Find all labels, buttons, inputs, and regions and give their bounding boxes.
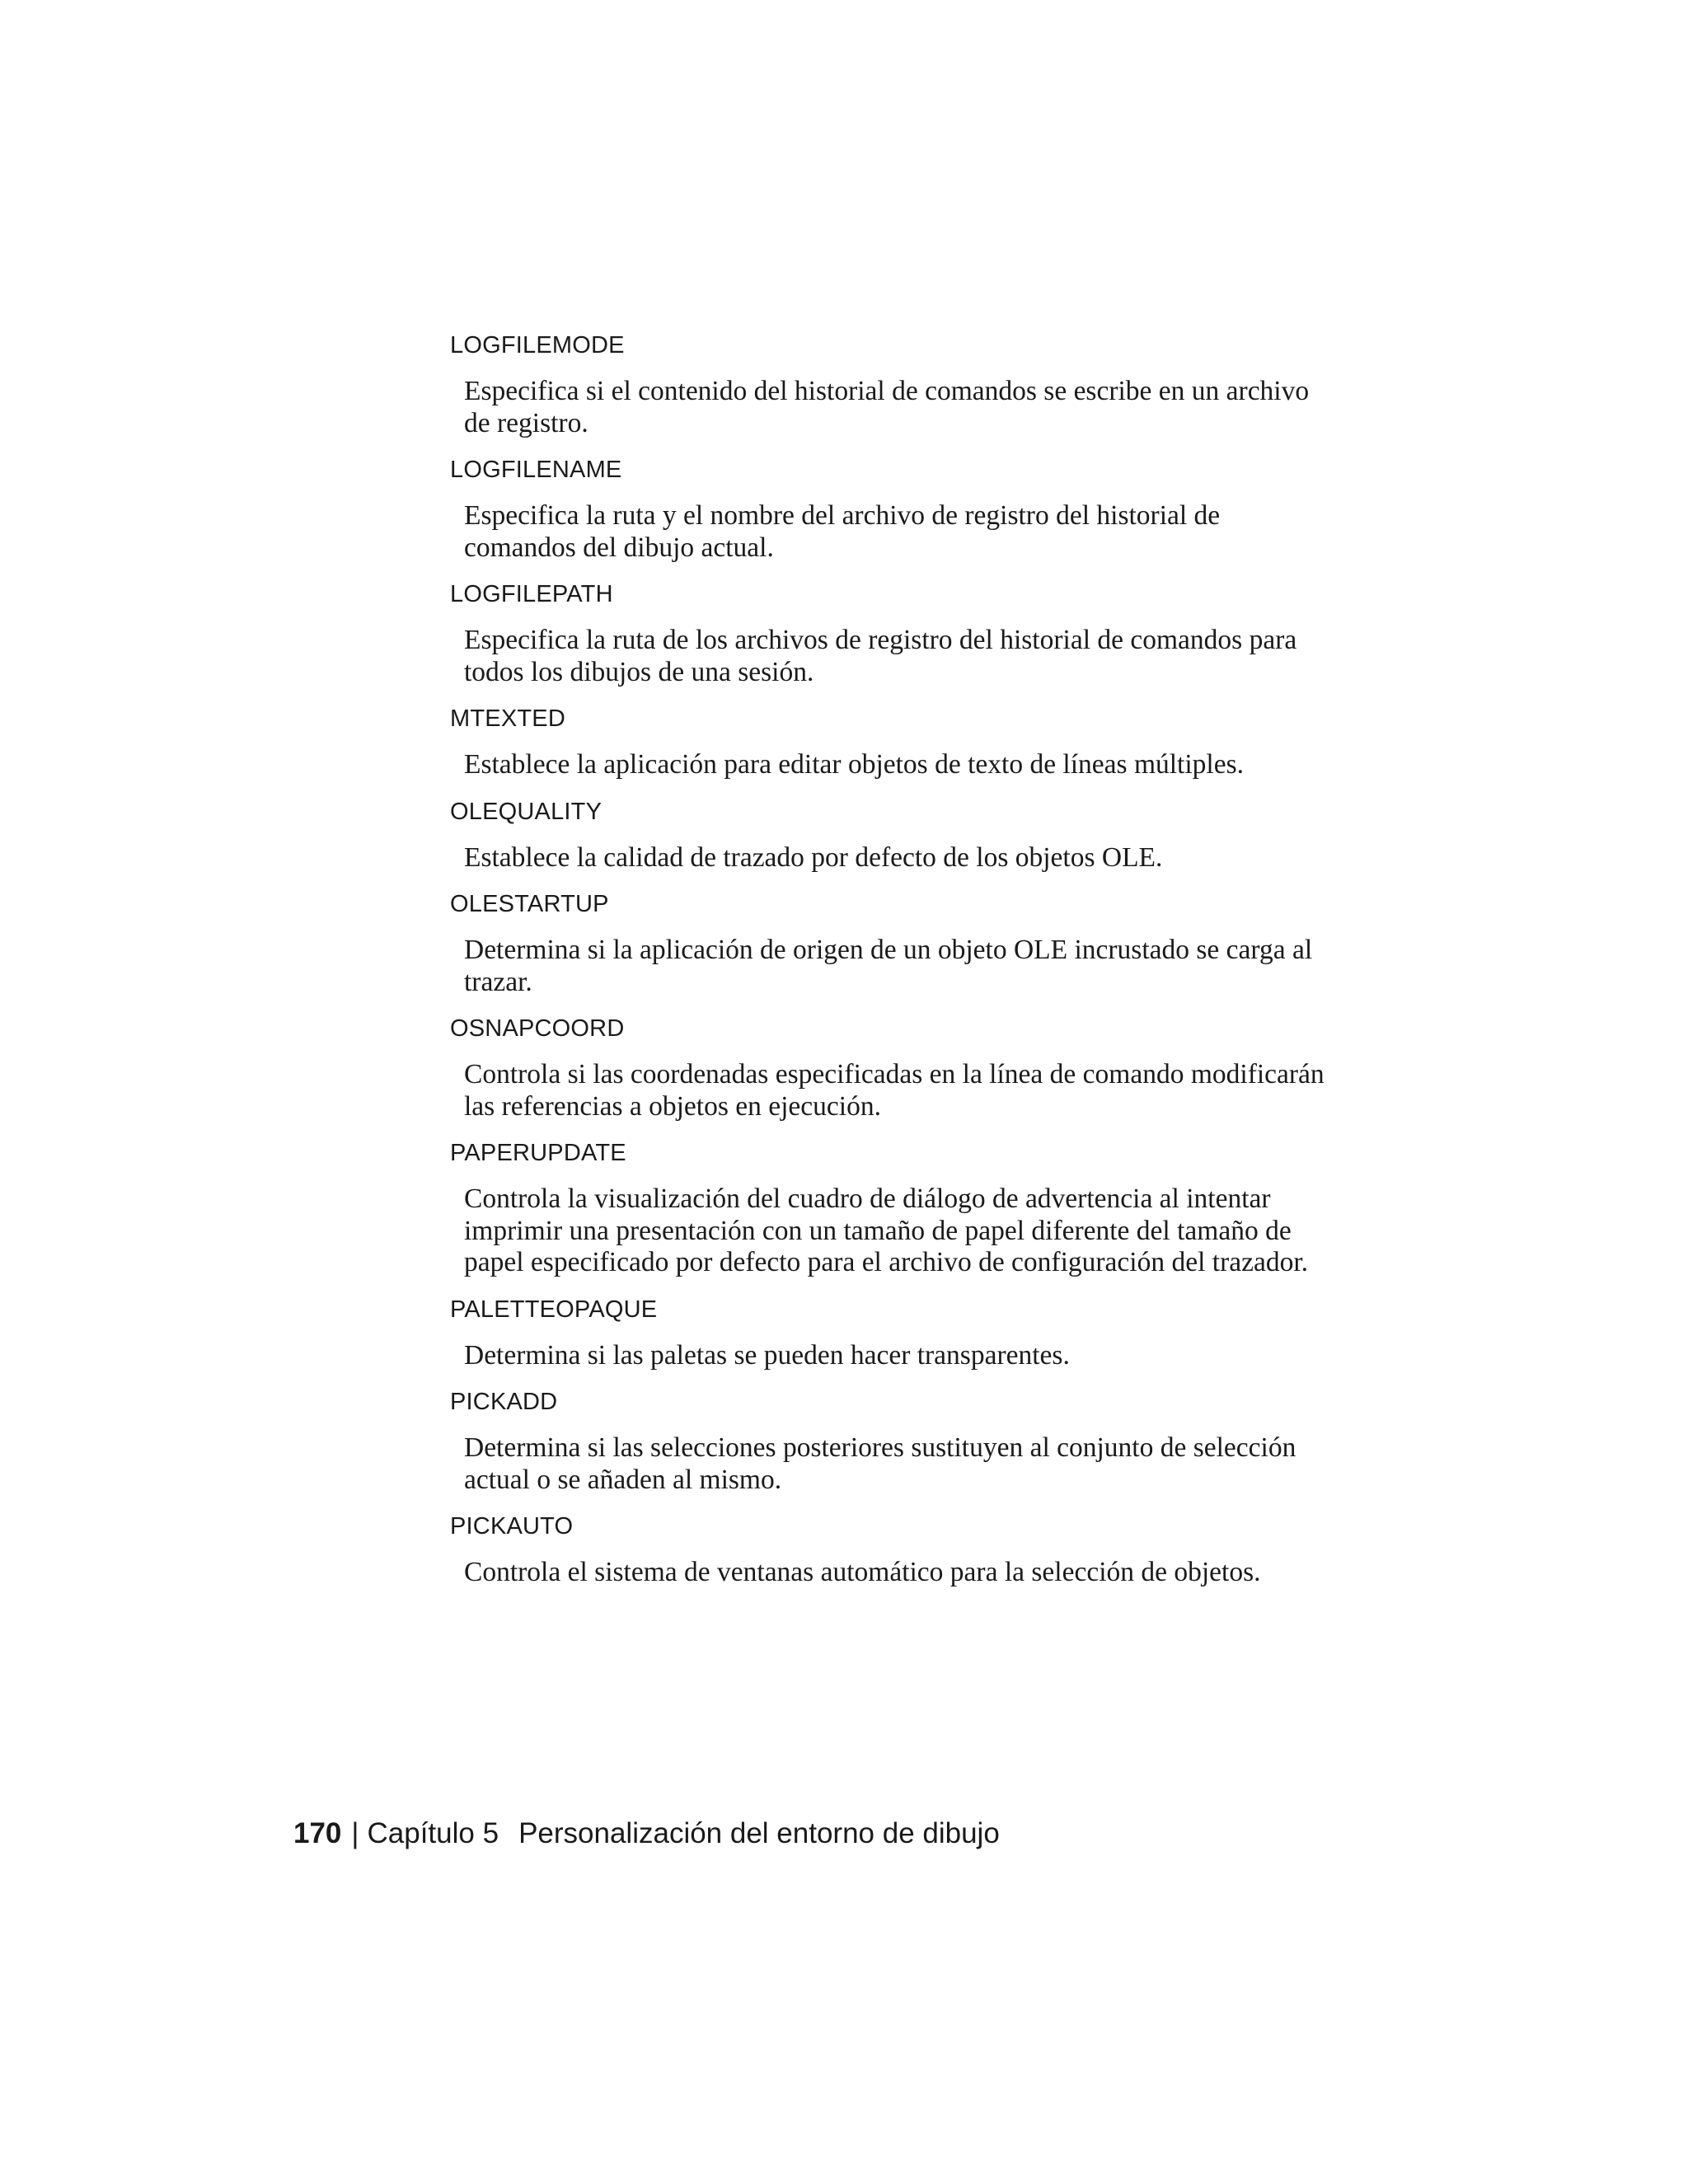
entry-term: PICKADD [450, 1389, 558, 1415]
entry-logfilename [450, 454, 1340, 564]
entry-pickauto [450, 1511, 1340, 1589]
page-footer [293, 1816, 1000, 1852]
page-number: 170 [293, 1817, 342, 1849]
entry-description: Controla el sistema de ventanas automático para la selección de objetos. [464, 1557, 1261, 1587]
entry-term: PAPERUPDATE [450, 1140, 626, 1166]
entry-description: Establece la calidad de trazado por defecto de los objetos OLE. [464, 841, 1163, 873]
entry-description: Determina si las selecciones posteriores sustituyen al conjunto de selección actual o se añaden al mismo. [464, 1432, 1296, 1495]
entry-paperupdate [450, 1137, 1340, 1279]
entry-description: Especifica la ruta de los archivos de registro del historial de comandos para todos los dibujos de una sesión. [464, 625, 1297, 687]
footer-separator: | [351, 1817, 359, 1849]
entry-term: LOGFILENAME [450, 457, 622, 483]
entry-mtexted [450, 703, 1340, 781]
entry-term: OLEQUALITY [450, 798, 603, 825]
entry-term: PALETTEOPAQUE [450, 1296, 658, 1323]
entry-term: PICKAUTO [450, 1513, 574, 1540]
entry-pickadd [450, 1386, 1340, 1496]
entry-paletteopaque [450, 1294, 1340, 1372]
entry-term: LOGFILEMODE [450, 332, 625, 359]
entry-osnapcoord [450, 1013, 1340, 1122]
entry-term: MTEXTED [450, 705, 565, 732]
entry-description: Especifica la ruta y el nombre del archivo de registro del historial de comandos del dibujo actual. [464, 500, 1221, 563]
entry-description: Controla si las coordenadas especificadas en la línea de comando modificarán las referencias a objetos en ejecución. [464, 1059, 1325, 1122]
entry-description: Establece la aplicación para editar objetos de texto de líneas múltiples. [464, 749, 1245, 780]
entry-term: OSNAPCOORD [450, 1015, 625, 1042]
chapter-label: Capítulo 5 [367, 1817, 499, 1849]
entry-term: LOGFILEPATH [450, 581, 613, 607]
entry-olestartup [450, 888, 1340, 998]
entry-logfilepath [450, 579, 1340, 688]
entry-description: Controla la visualización del cuadro de diálogo de advertencia al intentar imprimir una presentación con un tamaño de papel diferente del tamaño de papel especificado por defecto para el archivo de configuración del trazador. [464, 1183, 1309, 1277]
variable-list [450, 330, 1340, 1604]
entry-description: Determina si la aplicación de origen de un objeto OLE incrustado se carga al trazar. [464, 935, 1313, 997]
entry-description: Determina si las paletas se pueden hacer transparentes. [464, 1339, 1070, 1371]
chapter-title: Personalización del entorno de dibujo [518, 1817, 1000, 1849]
entry-term: OLESTARTUP [450, 891, 609, 917]
entry-description: Especifica si el contenido del historial de comandos se escribe en un archivo de registro. [464, 376, 1310, 438]
entry-olequality [450, 796, 1340, 874]
entry-logfilemode [450, 330, 1340, 439]
